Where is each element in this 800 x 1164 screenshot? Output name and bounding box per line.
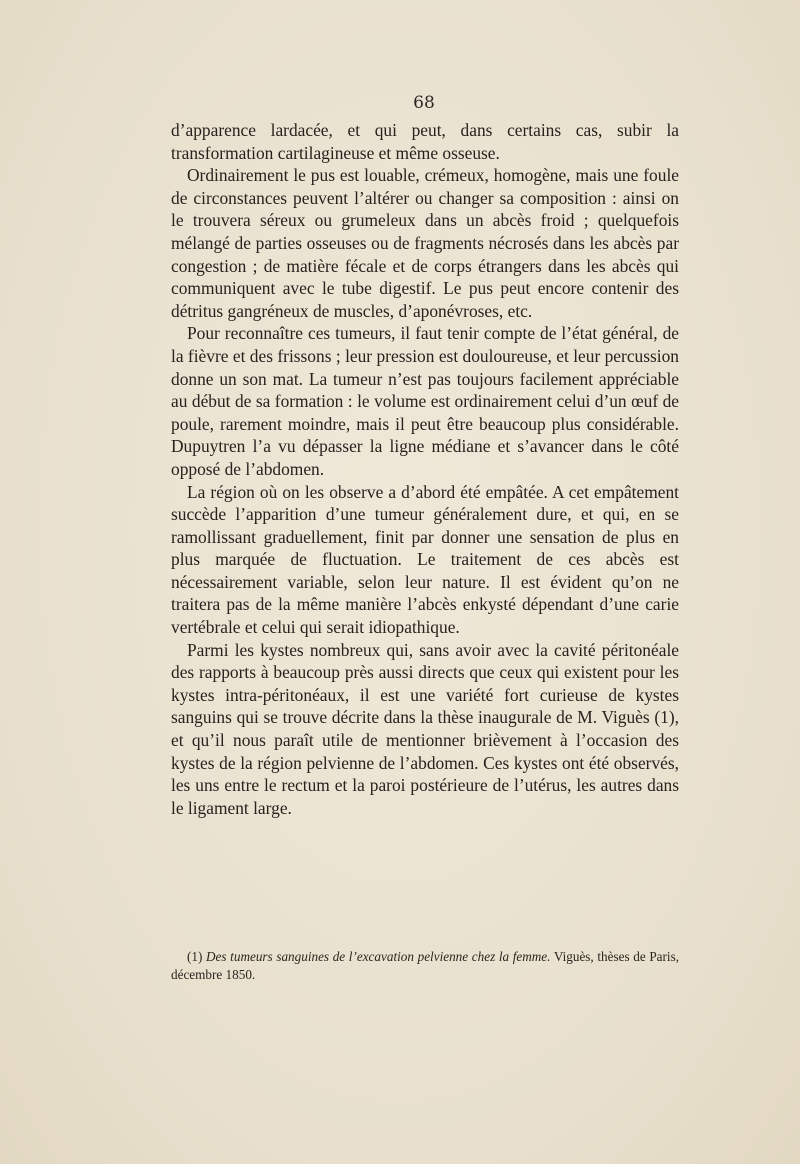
footnote-rest: Viguès, thèses de Paris, décembre 1850. — [171, 949, 679, 982]
paragraph-2: Ordinairement le pus est louable, crémeux, homogène, mais une foule de circonstances peuvent l’altérer ou changer sa composition : ainsi on le trouvera séreux ou grumeleux dans un abcès froid ; quelquefois mélangé de parties osseuses ou de fragments nécrosés dans les abcès par congestion ; de matière fécale et de corps étrangers dans les abcès qui communiquent avec le tube digestif. Le pus peut encore contenir des détritus gangréneux de muscles, d’aponévroses, etc. — [171, 165, 679, 321]
paragraph-4: La région où on les observe a d’abord été empâtée. A cet empâtement succède l’apparition d’une tumeur généralement dure, et qui, en se ramollissant graduellement, finit par donner une sensation de plus en plus marquée de fluctuation. Le traitement de ces abcès est nécessairement variable, selon leur nature. Il est évident qu’on ne traitera pas de la même manière l’abcès enkysté dépendant d’une carie vertébrale et celui qui serait idiopathique. — [171, 481, 679, 638]
body-text — [171, 119, 679, 819]
footnote-title: Des tumeurs sanguines de l’excavation pelvienne chez la femme. — [206, 949, 551, 964]
page-number: 68 — [413, 93, 435, 113]
footnote-ref: (1) — [187, 949, 203, 964]
paragraph-5: Parmi les kystes nombreux qui, sans avoir avec la cavité péritonéale des rapports à beaucoup près aussi directs que ceux qui existent pour les kystes intra-péritonéaux, il est une variété fort curieuse de kystes sanguins qui se trouve décrite dans la thèse inaugurale de M. Viguès (1), et qu’il nous paraît utile de mentionner brièvement à l’occasion des kystes de la région pelvienne de l’abdomen. Ces kystes ont été observés, les uns entre le rectum et la paroi postérieure de l’utérus, les autres dans le ligament large. — [171, 639, 679, 818]
paragraph-1: d’apparence lardacée, et qui peut, dans certains cas, subir la transformation cartilagineuse et même osseuse. — [171, 120, 679, 163]
footnote — [171, 948, 679, 984]
paragraph-3: Pour reconnaître ces tumeurs, il faut tenir compte de l’état général, de la fièvre et des frissons ; leur pression est douloureuse, et leur percussion donne un son mat. La tumeur n’est pas toujours facilement appréciable au début de sa formation : le volume est ordinairement celui d’un œuf de poule, rarement moindre, mais il peut être beaucoup plus considérable. Dupuytren l’a vu dépasser la ligne médiane et s’avancer dans le côté opposé de l’abdomen. — [171, 323, 679, 479]
